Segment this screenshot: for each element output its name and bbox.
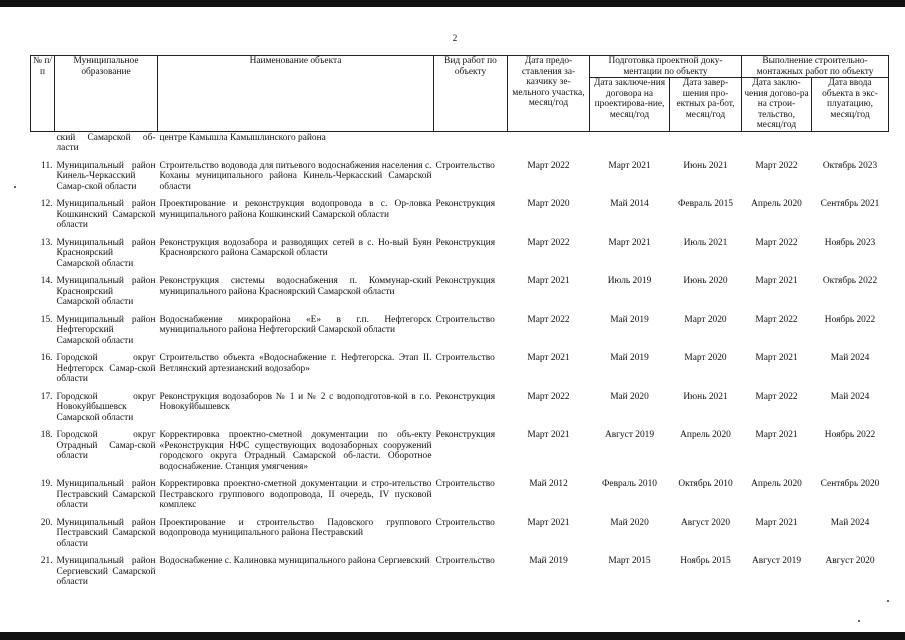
cell-design-contract-date: Март 2021 [608,237,651,248]
cell-presentation-date: Май 2012 [529,479,568,489]
cell-design-complete-date: Июнь 2021 [683,391,728,402]
cell-work-type: Реконструкция [435,199,496,209]
table-row [31,269,889,308]
header-num: № п/п [31,56,55,132]
cell-design-complete-date: Август 2020 [680,517,731,528]
header-design-contract: Дата заключе-ния договора на проектирова-ние, месяц/год [590,78,670,132]
cell-design-complete-date: Июль 2021 [683,237,728,248]
cell-object: Реконструкция водозаборов № 1 и № 2 с водоподготов-кой в г.о. Новокуйбышевск [159,391,432,412]
cell-object: центре Камышла Камышлинского района [159,132,326,143]
cell-commissioning-date: Ноябрь 2022 [824,314,876,325]
cell-design-contract-date: Май 2020 [610,517,649,528]
table-row [31,385,889,424]
cell-construction-contract-date: Март 2021 [755,353,798,363]
cell-date [508,131,590,154]
cell-municipality: Муниципальный район Кошкинский Самарской области [56,199,156,230]
header-object: Наименование объекта [158,56,434,132]
cell-num: 12. [40,199,53,209]
table-row [31,472,889,511]
cell-object: Реконструкция системы водоснабжения п. Коммунар-ский муниципального района Красноярский Самарской области [159,276,432,297]
cell-object: Реконструкция водозабора и разводящих сетей в с. Но-вый Буян Красноярского района Самарской области [159,237,432,258]
cell-work-type: Строительство [435,479,495,489]
cell-design-contract-date: Май 2019 [610,314,649,325]
cell-municipality: Муниципальный район Сергиевский Самарской области [56,556,156,587]
header-construction-contract: Дата заклю-чения догово-ра на строи-тельство, месяц/год [742,78,812,132]
cell-design-complete-date: Март 2020 [684,314,727,325]
cell-num: 18. [40,430,53,440]
cell-num: 11. [41,160,53,171]
cell-construction-contract-date: Август 2019 [751,556,802,566]
cell-construction-contract-date: Апрель 2020 [751,479,802,489]
cell-construction-contract-date: Март 2021 [755,517,798,528]
cell-design-contract-date: Май 2014 [610,199,649,209]
table-row [31,308,889,347]
cell-design-complete-date: Апрель 2020 [680,430,731,440]
cell-municipality: Муниципальный район Красноярский Самарской области [56,276,156,307]
cell-design-contract-date: Август 2019 [604,430,655,440]
table-row [31,511,889,550]
cell-object: Водоснабжение с. Калиновка муниципального района Сергиевский [159,556,430,566]
header-work-type: Вид работ по объекту [434,56,508,132]
cell-presentation-date: Март 2021 [527,353,570,363]
cell-presentation-date: Март 2022 [527,391,570,402]
cell-work-type: Реконструкция [435,276,496,286]
scan-top-edge [0,0,905,7]
cell-design-contract-date: Июль 2019 [607,276,652,286]
cell-construction-contract-date: Март 2022 [755,237,798,248]
cell-commissioning-date: Май 2024 [830,353,870,363]
header-municipality: Муниципальное образование [55,56,158,132]
cell-commissioning-date: Октябрь 2022 [822,276,878,286]
cell-work-type: Строительство [435,353,495,363]
header-commissioning: Дата ввода объекта в экс-плуатацию, месяц/год [812,78,889,132]
header-construction-group: Выполнение строительно-монтажных работ по объекту [742,56,889,78]
cell-construction-contract-date: Март 2022 [755,314,798,325]
table-row [31,423,889,472]
cell-object: Строительство водовода для питьевого водоснабжения населения с. Кохаиы муниципального района Кинель-Черкасский Самарской области [159,160,432,192]
cell-presentation-date: Март 2022 [527,314,570,325]
cell-municipality: Городской округ Отрадный Самар-ской области [56,430,156,461]
cell-date [742,131,812,154]
page-number: 2 [452,33,458,43]
cell-construction-contract-date: Март 2022 [755,391,798,402]
cell-construction-contract-date: Март 2022 [755,160,798,171]
cell-num: 20. [40,517,53,528]
cell-design-contract-date: Март 2021 [608,160,651,171]
cell-municipality: Городской округ Нефтегорск Самар-ской области [56,353,156,384]
cell-work-type: Реконструкция [435,430,496,440]
table-row [31,549,889,588]
cell-presentation-date: Март 2021 [527,276,570,286]
header-design-group: Подготовка проектной доку-ментации по объекту [590,56,742,78]
cell-object: Корректировка проектно-сметной документации и стро-ительство Пестравского группового водопровода, II очередь, IV пусковой комплекс [159,479,432,510]
cell-date [590,131,670,154]
scan-bottom-edge [0,632,905,640]
continuation-row [31,131,889,154]
cell-commissioning-date: Ноябрь 2023 [824,237,876,248]
cell-num: 14. [40,276,53,286]
cell-num: 15. [40,314,53,325]
cell-presentation-date: Март 2021 [527,517,570,528]
cell-municipality: Муниципальный район Красноярский Самарской области [56,237,156,269]
cell-commissioning-date: Август 2020 [825,556,875,566]
table-row [31,231,889,270]
cell-num: 16. [40,353,53,363]
cell-work-type: Реконструкция [435,237,496,248]
cell-design-contract-date: Май 2020 [610,391,649,402]
table-row [31,154,889,193]
cell-design-complete-date: Октябрь 2010 [678,479,733,489]
cell-commissioning-date: Май 2024 [830,391,870,402]
scan-speck [858,620,860,622]
cell-work-type: Строительство [435,314,495,325]
cell-municipality: Муниципальный район Пестравский Самарской области [56,479,156,510]
cell-commissioning-date: Сентябрь 2021 [820,199,880,209]
cell-date [670,131,742,154]
cell-work-type: Строительство [435,160,495,171]
table-row [31,192,889,231]
cell-commissioning-date: Октябрь 2023 [822,160,878,171]
cell-municipality: Муниципальный район Пестравский Самарской области [56,517,156,549]
cell-work-type: Строительство [435,556,495,566]
cell-design-complete-date: Июнь 2020 [683,276,728,286]
cell-object: Проектирование и реконструкция водопровода в с. Ор-ловка муниципального района Кошкинский Самарской области [159,199,432,220]
cell-municipality: ский Самарской об-ласти [56,132,156,153]
cell-design-complete-date: Июнь 2021 [683,160,728,171]
cell-object: Корректировка проектно-сметной документации по объ-екту «Реконструкция НФС существующих водозаборных сооружений городского округа Отрадный Самарской об-ласти. Оборотное водоснабжение. Станция умягчения» [159,430,432,472]
cell-presentation-date: Май 2019 [529,556,568,566]
cell-commissioning-date: Ноябрь 2022 [824,430,876,440]
cell-design-contract-date: Май 2019 [610,353,649,363]
cell-type [434,131,508,154]
cell-municipality: Городской округ Новокуйбышевск Самарской области [56,391,156,423]
cell-object: Водоснабжение микрорайона «Е» в г.п. Нефтегорск муниципального района Нефтегорский Самарской области [159,314,432,335]
table-row [31,346,889,385]
cell-construction-contract-date: Апрель 2020 [751,199,802,209]
scan-speck [14,186,16,188]
schedule-table [30,55,889,588]
cell-design-complete-date: Март 2020 [684,353,727,363]
cell-presentation-date: Март 2020 [527,199,570,209]
cell-design-complete-date: Ноябрь 2015 [680,556,731,566]
cell-num: 13. [40,237,53,248]
cell-presentation-date: Март 2022 [527,160,570,171]
cell-design-contract-date: Февраль 2010 [602,479,657,489]
cell-num: 17. [40,391,53,402]
cell-municipality: Муниципальный район Кинель-Черкасский Самар-ской области [56,160,156,192]
cell-design-complete-date: Февраль 2015 [678,199,733,209]
cell-construction-contract-date: Март 2021 [755,430,798,440]
cell-object: Проектирование и строительство Падовского группового водопровода муниципального района Пестравский [159,517,432,538]
cell-presentation-date: Март 2021 [527,430,570,440]
cell-construction-contract-date: Март 2021 [755,276,798,286]
cell-object: Строительство объекта «Водоснабжение г. Нефтегорска. Этап II. Ветлянский артезианский водозабор» [159,353,432,374]
header-presentation-date: Дата предо-ставления за-казчику зе-мельного участка, месяц/год [508,56,590,132]
cell-date [812,131,889,154]
cell-municipality: Муниципальный район Нефтегорский Самарской области [56,314,156,346]
scan-speck [887,600,889,602]
cell-num: 21. [40,556,53,566]
cell-num: 19. [40,479,53,489]
cell-design-contract-date: Март 2015 [608,556,651,566]
cell-presentation-date: Март 2022 [527,237,570,248]
cell-work-type: Строительство [435,517,495,528]
cell-commissioning-date: Май 2024 [830,517,870,528]
cell-commissioning-date: Сентябрь 2020 [820,479,880,489]
cell-work-type: Реконструкция [435,391,496,402]
header-design-complete: Дата завер-шения про-ектных ра-бот, месяц/год [670,78,742,132]
cell-num [31,131,55,154]
